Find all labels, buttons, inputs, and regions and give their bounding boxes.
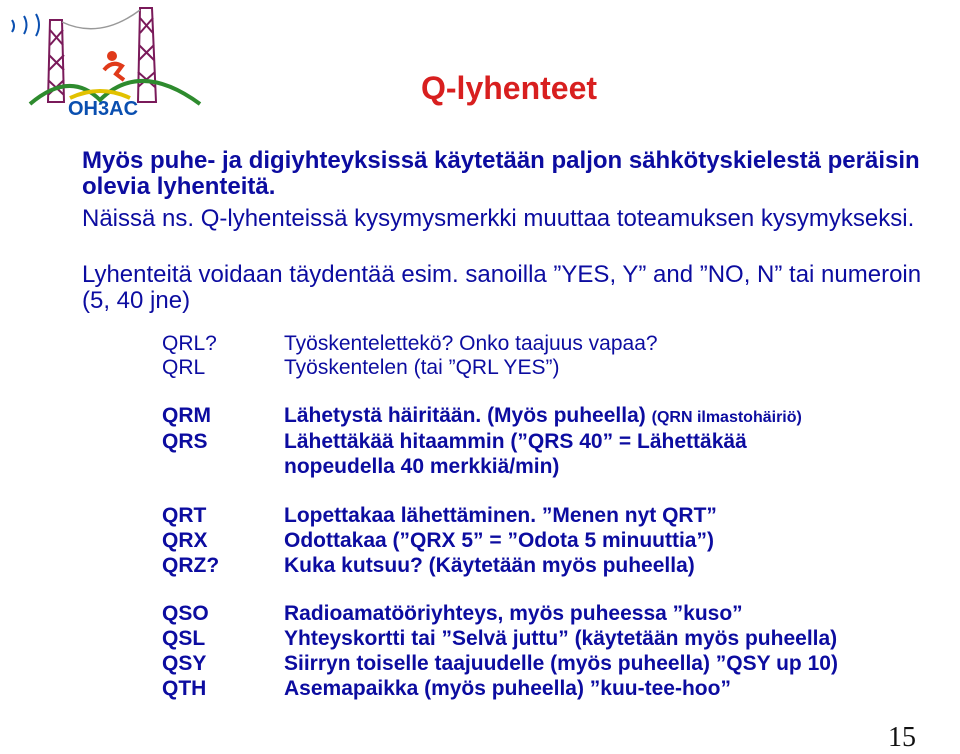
q-code-description: Asemapaikka (myös puheella) ”kuu-tee-hoo”	[284, 677, 731, 700]
q-code: QRT	[162, 504, 207, 527]
q-code-description: Lähetystä häiritään. (Myös puheella)	[284, 404, 646, 427]
intro-paragraph: Lyhenteitä voidaan täydentää esim. sanoilla ”YES, Y” and ”NO, N” tai numeroin (5, 40 jne)	[82, 261, 922, 314]
q-code-description: Työskentelen (tai ”QRL YES”)	[284, 356, 560, 379]
intro-paragraph: Näissä ns. Q-lyhenteissä kysymysmerkki muuttaa toteamuksen kysymykseksi.	[82, 205, 915, 232]
q-code: QRS	[162, 430, 208, 453]
q-code: QTH	[162, 677, 207, 700]
q-code: QRL	[162, 356, 206, 379]
q-code-description: Odottakaa (”QRX 5” = ”Odota 5 minuuttia”)	[284, 529, 714, 552]
q-code: QSO	[162, 602, 209, 625]
q-code-description-wrap	[284, 404, 960, 430]
q-code-description: Kuka kutsuu? (Käytetään myös puheella)	[284, 554, 695, 577]
q-code-description: Lähettäkää hitaammin (”QRS 40” = Lähettäkää	[284, 430, 747, 453]
q-code-description: Lopettakaa lähettäminen. ”Menen nyt QRT”	[284, 504, 717, 527]
logo-text: OH3AC	[68, 98, 139, 120]
q-code-note: (QRN ilmastohäiriö)	[651, 409, 802, 426]
q-code: QRL?	[162, 332, 217, 355]
q-code: QRX	[162, 529, 208, 552]
q-code-description-continued: nopeudella 40 merkkiä/min)	[284, 455, 560, 478]
q-code-description: Yhteyskortti tai ”Selvä juttu” (käytetään myös puheella)	[284, 627, 838, 650]
intro-paragraph: Myös puhe- ja digiyhteyksissä käytetään paljon sähkötyskielestä peräisin olevia lyhenteitä.	[82, 147, 920, 200]
q-code: QSY	[162, 652, 207, 675]
q-code: QRM	[162, 404, 211, 427]
q-code-description: Siirryn toiselle taajuudelle (myös puheella) ”QSY up 10)	[284, 652, 838, 675]
q-code-description: Työskentelettekö? Onko taajuus vapaa?	[284, 332, 658, 355]
page-number: 15	[888, 722, 916, 753]
club-logo	[0, 0, 210, 125]
q-code: QRZ?	[162, 554, 220, 577]
q-code: QSL	[162, 627, 206, 650]
q-code-description: Radioamatööriyhteys, myös puheessa ”kuso”	[284, 602, 743, 625]
page-title: Q-lyhenteet	[421, 70, 598, 106]
